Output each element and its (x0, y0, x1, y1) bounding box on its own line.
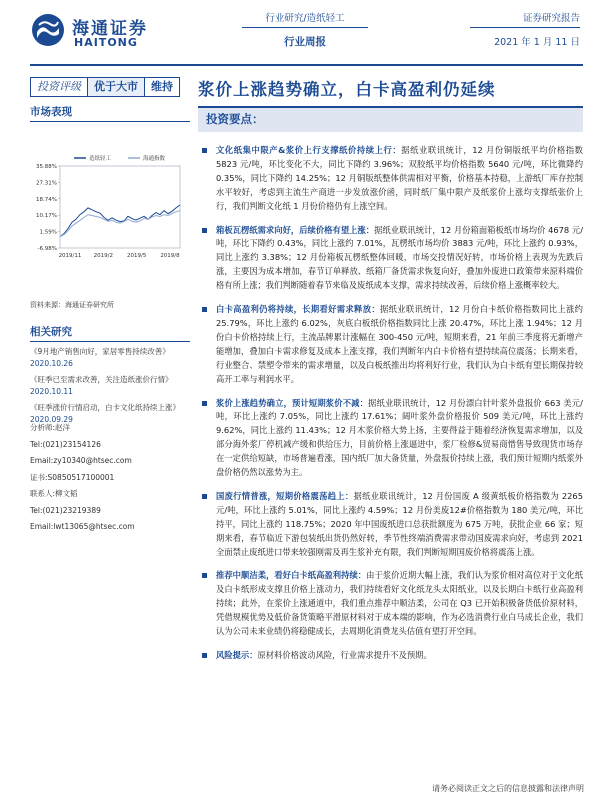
section-label: 行业研究/造纸轻工 (242, 10, 368, 28)
key-point-body: 据纸业联讯统计，12 月份白卡纸价格指数同比上涨约 25.79%，环比上涨约 6.02%，灰底白板纸价格指数同比上涨 20.47%，环比上涨 1.94%；12 月份白卡价格持续上行，主流品牌累计涨幅在 300-450 元/吨，短期来看，21 年前三季度将无新增产能增加，叠加白卡需求修复及成本上涨支撑，我们判断年内白卡价格有望持续高位震荡；长期来看，行业整合、禁塑令带来的需求增量，以及白板纸推出均将利好行业，我们认为白卡纸有望长期保持较高开工率与利润水平。 (216, 304, 583, 384)
analyst-contacts (30, 420, 180, 536)
report-date: 2021 年 1 月 11 日 (494, 37, 580, 48)
y-tick-label: 18.74% (36, 196, 57, 203)
key-point-lead: 风险提示： (216, 650, 258, 660)
logo-en-text: HAITONG (74, 36, 138, 49)
chart-source: 资料来源：海通证券研究所 (30, 301, 114, 309)
key-point-paragraph (198, 224, 583, 294)
key-point-body: 据纸业联讯统计，12 月份漂白针叶浆外盘报价 663 美元/吨，环比上涨约 7.05%，同比上涨约 17.61%；阔叶浆外盘价格报价 509 美元/吨，环比上涨约 9.62%，同比上涨约 11.43%；12 月木浆价格大势上扬，主要得益于随着经济恢复需求增加，以及部分海外浆厂停机减产缓和供给压力，目前价格上涨逼进中，浆厂检修&贸易商惜售导致现货市场存在一定供给短缺，市场普遍看涨，国内纸厂加大备货量，外盘报价持续上涨，我们预计短期内纸浆外盘价格仍然以涨势为主。 (216, 397, 583, 478)
report-header (0, 0, 600, 62)
market-heading: 市场表现 (30, 104, 190, 122)
related-item-title[interactable]: 《旺季已至需求改善，关注造纸涨价行情》 (30, 375, 173, 384)
category-label: 证券研究报告 (470, 10, 580, 28)
main-content (198, 106, 583, 663)
key-point-paragraph (198, 490, 583, 560)
key-point-lead: 文化纸集中限产&浆价上行支撑纸价持续上行： (216, 145, 402, 155)
related-item-date: 2020.09.29 (30, 415, 73, 424)
legend-label: 海通指数 (143, 156, 166, 162)
key-point-lead: 国废行情普涨，短期价格震荡趋上： (216, 490, 354, 501)
key-point-paragraph (198, 144, 583, 214)
key-points-heading: 投资要点： (198, 106, 583, 132)
header-divider (30, 64, 583, 66)
series-line (60, 211, 180, 237)
report-type-label: 行业周报 (284, 36, 326, 48)
key-point-body: 据纸业联讯统计，12 月份铜版纸平均价格指数 5823 元/吨，环比变化不大，同比下降约 3.96%；双胶纸平均价格指数 5640 元/吨，环比微降约 0.35%，同比下降约 14.25%；12 月铜版纸整体供需相对平衡，价格基本持稳，上游纸厂库存控制水平较好，考虑到主流生产商进一步发放涨价函，同时纸厂集中限产及纸浆价上涨均支撑纸张价上行，我们判断文化纸 1 月份价格仍有上涨空间。 (216, 145, 583, 211)
related-item-date: 2020.10.11 (30, 387, 73, 396)
contact-tel: Tel:(021)23219389 (30, 505, 101, 515)
related-item[interactable] (30, 374, 190, 398)
contact-name: 联系人:柳文韬 (30, 489, 78, 498)
rating-value: 优于大市 (87, 78, 145, 96)
related-item-title[interactable]: 《旺季涨价行情启动，白卡文化纸持续上涨》 (30, 403, 180, 412)
key-point-body: 据纸业联讯统计，12 月份国废 A 级黄纸板价格指数为 2265 元/吨，环比上涨约 5.01%，同比上涨约 4.59%；12 月份美废12#价格指数为 180 美元/吨，环比持平，同比上涨约 118.75%；2020 年中国废纸进口总获批额度为 675 万吨，获批企业 66 家；短期来看，春节临近下游包装纸出货仍然好转，季节性终端消费需求带动国废需求向好，考虑到 2021 全面禁止废纸进口带来较强刚需及再生浆补充有限，我们判断短期国废价格将震荡上涨。 (216, 490, 583, 557)
y-tick-label: 1.59% (39, 229, 57, 236)
header-section (242, 10, 368, 49)
report-title: 浆价上涨趋势确立，白卡高盈利仍延续 (198, 80, 496, 99)
related-research (30, 324, 190, 426)
related-item[interactable] (30, 346, 190, 370)
market-chart-svg (30, 128, 190, 298)
related-item-date: 2020.10.26 (30, 359, 73, 368)
x-tick-label: 2019/8 (160, 253, 180, 259)
haitong-logo (30, 12, 180, 56)
key-point-body: 由于浆价近期大幅上涨，我们认为浆价相对高位对于文化纸及白卡纸形成支撑且价格上涨动力，我们持续看好文化纸龙头太阳纸业，以及长期白卡纸行业高盈利持续；此外，在浆价上涨通道中，我们重点推荐中顺洁柔，公司在 Q3 已开始积极备货低价原材料，凭借规模优势及低价备货策略平滑原材料对于成本端的影响，作为必选消费行业白马成长企业，我们认为公司未来业绩仍将稳健成长，去周期化消费龙头估值有望打开空间。 (216, 570, 583, 637)
x-tick-label: 2019/11 (58, 253, 82, 259)
key-point-body: 据纸业联讯统计，12 月份箱面箱板纸市场均价 4678 元/吨，环比下降约 0.43%，同比上涨约 7.01%，瓦楞纸市场均价 3883 元/吨，环比上涨约 0.93%，同比上涨约 3.38%；12 月份箱板瓦楞纸整体回暖，市场交投情况好转，市场价格上表现为先跌后涨，主要因为成本增加，春节订单释放、纸箱厂备货需求恢复向好，叠加外废进口政策带来原料端价格有所上涨；我们判断随着春节来临及废纸成本支撑，需求持续改善，后续价格上涨概率较大。 (216, 224, 583, 291)
logo-cn-text: 海通证券 (72, 19, 148, 39)
legend-label: 造纸轻工 (89, 156, 112, 162)
y-tick-label: 35.88% (36, 164, 57, 170)
haitong-logo-icon (30, 12, 66, 48)
analyst-name: 分析师:赵洋 (30, 423, 71, 432)
x-tick-label: 2019/5 (126, 253, 147, 259)
rating-label: 投资评级 (37, 80, 81, 93)
header-meta (470, 10, 580, 48)
key-point-paragraph (198, 569, 583, 639)
key-point-lead: 箱板瓦楞纸需求向好，后续价格有望上涨： (216, 224, 375, 235)
key-point-lead: 浆价上涨趋势确立，预计短期浆价不减： (216, 397, 369, 408)
key-point-paragraph (198, 397, 583, 480)
legal-footer: 请务必阅读正文之后的信息披露和法律声明 (432, 784, 584, 793)
key-point-lead: 推荐中顺洁柔，看好白卡纸高盈利持续： (216, 570, 367, 581)
key-point-paragraph (198, 303, 583, 386)
related-item-title[interactable]: 《9月地产销售向好，家居零售持续改善》 (30, 347, 170, 356)
chart-plot-frame (60, 166, 180, 248)
y-tick-label: 27.31% (36, 180, 57, 187)
market-chart (30, 128, 190, 298)
analyst-tel: Tel:(021)23154126 (30, 439, 101, 449)
x-tick-label: 2019/2 (93, 253, 114, 259)
investment-rating (30, 77, 180, 97)
analyst-cert: 证书:S0850517100001 (30, 472, 115, 482)
key-point-lead: 白卡高盈利仍将持续，长期看好需求释放： (216, 304, 380, 315)
contact-email[interactable]: Email:lwt13065@htsec.com (30, 522, 135, 531)
analyst-email[interactable]: Email:zy10340@htsec.com (30, 456, 132, 465)
left-sidebar (30, 104, 190, 426)
y-tick-label: -6.98% (37, 246, 57, 252)
series-line (60, 205, 180, 237)
rating-change: 维持 (151, 80, 173, 93)
y-tick-label: 10.17% (36, 213, 57, 220)
key-point-paragraph (198, 649, 583, 663)
related-heading: 相关研究 (30, 324, 190, 342)
key-point-body: 原材料价格波动风险，行业需求提升不及预期。 (257, 650, 432, 660)
